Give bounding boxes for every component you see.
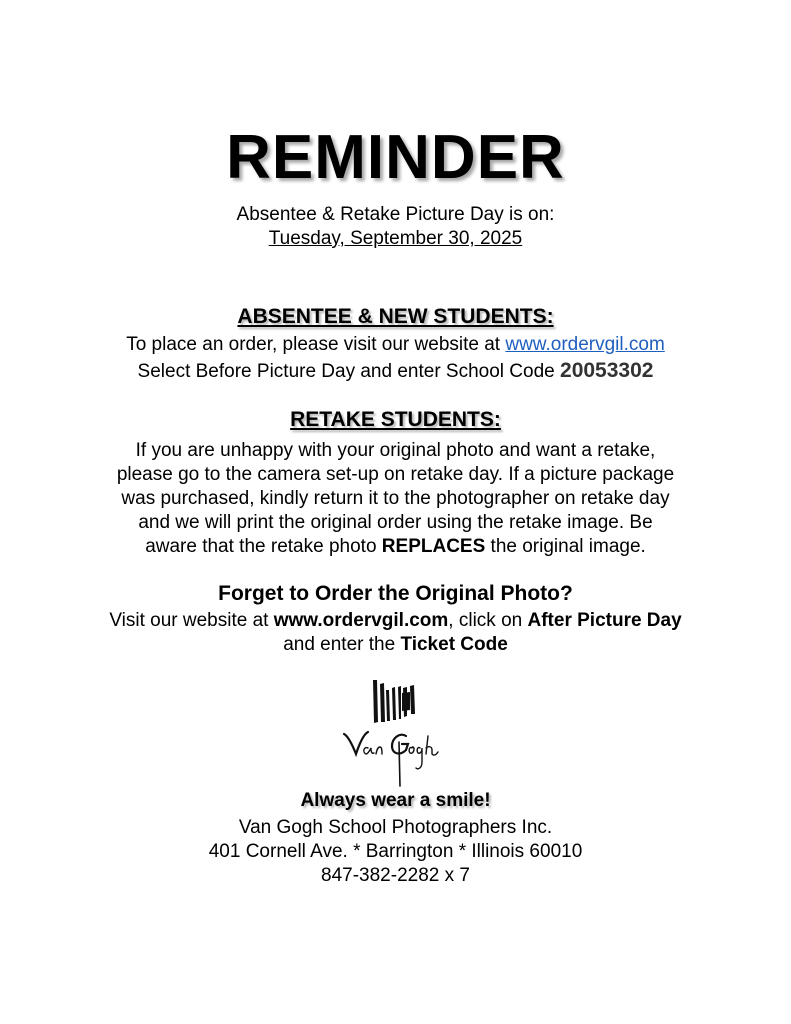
picture-day-date (0, 227, 791, 251)
forget-line-2 (0, 633, 791, 657)
retake-line-5-suffix: the original image. (485, 536, 646, 557)
retake-line-3: was purchased, kindly return it to the photographer on retake day (121, 488, 670, 509)
ticket-code: Ticket Code (400, 634, 508, 655)
forget-line-1 (0, 609, 791, 633)
absentee-line-1-text: To place an order, please visit our website at (126, 334, 506, 355)
retake-heading: RETAKE STUDENTS: (290, 408, 501, 431)
date-text: Tuesday, September 30, 2025 (268, 228, 523, 249)
company-phone: 847-382-2282 x 7 (321, 865, 470, 886)
retake-line-1: If you are unhappy with your original photo and want a retake, (135, 440, 656, 461)
van-gogh-signature (344, 732, 438, 786)
school-code: 20053302 (560, 359, 654, 382)
forget-line-1-prefix: Visit our website at (109, 610, 274, 631)
retake-line-2: please go to the camera set-up on retake day. If a picture package (116, 464, 675, 485)
after-picture-day: After Picture Day (527, 610, 682, 631)
van-gogh-logo (340, 676, 452, 788)
company-address: 401 Cornell Ave. * Barrington * Illinois 60010 (208, 841, 583, 862)
absentee-heading: ABSENTEE & NEW STUDENTS: (237, 305, 554, 328)
slogan: Always wear a smile! (300, 790, 491, 811)
forget-website: www.ordervgil.com (273, 610, 449, 631)
absentee-line-2 (0, 359, 791, 384)
website-link[interactable]: www.ordervgil.com (505, 334, 665, 355)
camera-bellows-logo-icon (373, 680, 415, 723)
forget-heading: Forget to Order the Original Photo? (218, 582, 573, 605)
absentee-line-2-text: Select Before Picture Day and enter School Code (137, 361, 561, 382)
absentee-line-1 (0, 333, 791, 357)
retake-line-5 (0, 535, 791, 559)
page-title: REMINDER (226, 123, 565, 192)
intro-text: Absentee & Retake Picture Day is on: (236, 204, 555, 225)
retake-line-5-prefix: aware that the retake photo (145, 536, 382, 557)
company-name: Van Gogh School Photographers Inc. (238, 817, 553, 838)
forget-line-2-prefix: and enter the (283, 634, 401, 655)
replaces-emphasis: REPLACES (381, 536, 486, 557)
forget-line-1-mid: , click on (448, 610, 528, 631)
retake-line-4: and we will print the original order using the retake image. Be (138, 512, 653, 533)
